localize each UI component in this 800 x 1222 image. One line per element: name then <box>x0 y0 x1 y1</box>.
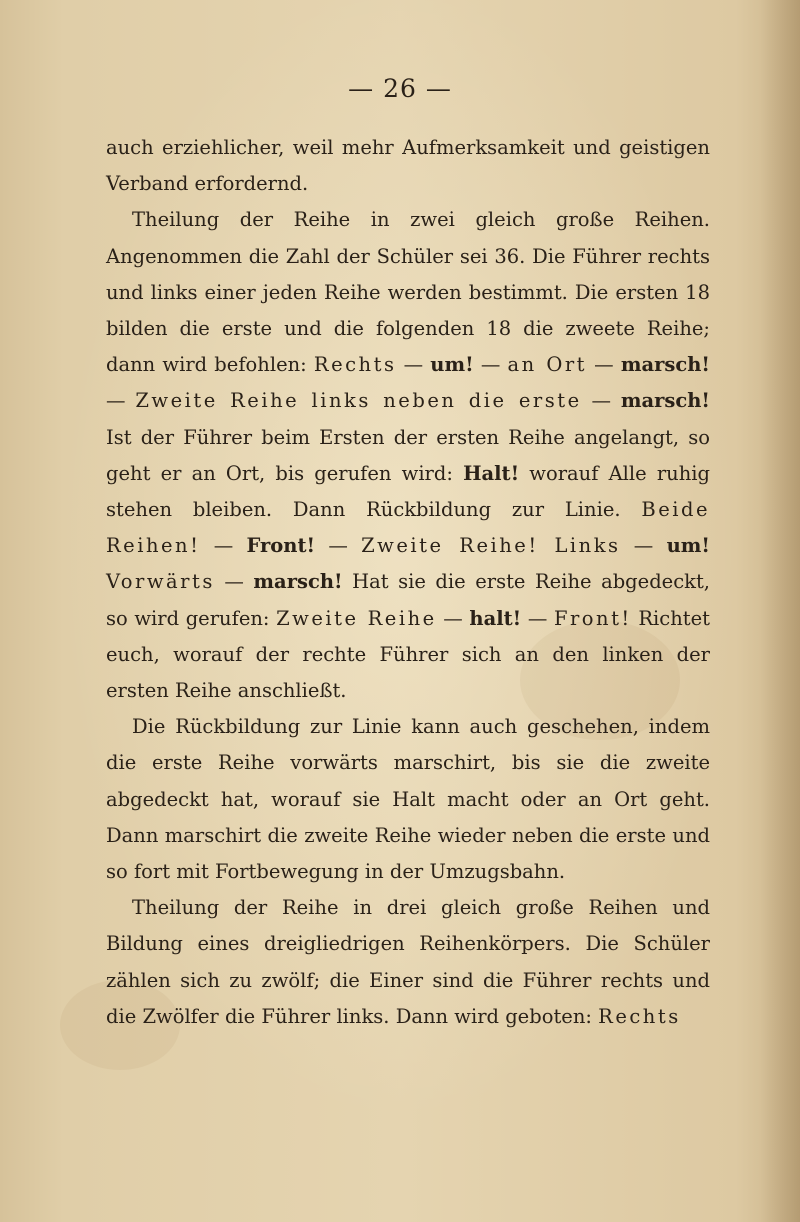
text-run: auch erziehlicher, weil mehr Aufmerksamkeit und geistigen Verband erfordernd. <box>106 136 710 196</box>
body-text <box>106 130 710 1035</box>
spaced-text: Rechts <box>598 1004 681 1028</box>
text-run: Die Rückbildung zur Linie kann auch geschehen, indem die erste Reihe vorwärts marschirt, bis sie die zweite abgedeckt hat, worauf sie Halt macht oder an Ort geht. Dann marschirt die zweite Reihe wieder neben die erste und so fort mit Fortbewegung in der Umzugsbahn. <box>106 715 710 884</box>
text-run: Richtet euch, worauf der rechte Führer sich an den linken der ersten Reihe anschließt. <box>106 606 710 703</box>
text-run: — <box>587 353 621 377</box>
command-word: marsch! <box>253 570 343 594</box>
spaced-text: Zweite Reihe links neben die erste <box>135 389 582 413</box>
text-run: Hat sie die erste Reihe abgedeckt, so wird gerufen: <box>106 570 710 630</box>
spaced-text: Zweite Reihe <box>276 606 437 630</box>
command-word: halt! <box>469 606 522 630</box>
text-run: — <box>200 534 247 558</box>
command-word: Front! <box>246 534 316 558</box>
paragraph <box>106 890 710 1035</box>
spaced-text: Rechts <box>313 353 397 377</box>
text-run: Ist der Führer beim Ersten der ersten Reihe angelangt, so geht er an Ort, bis gerufen wird: <box>106 425 710 485</box>
command-word: Halt! <box>463 461 520 485</box>
command-word: marsch! <box>620 389 710 413</box>
text-run: worauf Alle ruhig stehen bleiben. Dann Rückbildung zur Linie. <box>106 461 710 522</box>
paragraph <box>106 202 710 709</box>
text-run: Theilung der Reihe in zwei gleich große Reihen. Angenommen die Zahl der Schüler sei 36. Die Führer rechts und links einer jeden Reihe werden bestimmt. Die ersten 18 bilden die erste und die folgenden 18 die zweete Reihe; dann wird befohlen: <box>106 208 710 377</box>
text-run: — <box>581 389 621 413</box>
spaced-text: Vorwärts <box>106 570 215 594</box>
text-run: — <box>436 606 470 630</box>
paragraph <box>106 130 710 202</box>
spaced-text: Zweite Reihe! Links <box>361 534 621 558</box>
paragraph <box>106 709 710 890</box>
text-run: — <box>396 353 431 377</box>
text-run: — <box>620 534 667 558</box>
text-run: — <box>473 353 508 377</box>
command-word: um! <box>430 353 474 377</box>
spaced-text: Front! <box>553 606 632 630</box>
text-run: — <box>214 570 254 594</box>
page-number: — 26 — <box>348 74 452 103</box>
text-run: Theilung der Reihe in drei gleich große Reihen und Bildung eines dreigliedrigen Reihenkörpers. Die Schüler zählen sich zu zwölf; die Einer sind die Führer rechts und die Zwölfer die Führer links. Dann wird geboten: <box>106 896 710 1028</box>
command-word: um! <box>666 534 710 558</box>
spaced-text: Beide Reihen! <box>106 498 710 558</box>
spaced-text: an Ort <box>507 353 588 377</box>
text-run: — <box>106 389 136 413</box>
text-run: — <box>521 606 554 630</box>
text-run: — <box>315 534 362 558</box>
command-word: marsch! <box>620 353 710 377</box>
page-edge-shadow <box>760 0 800 1222</box>
